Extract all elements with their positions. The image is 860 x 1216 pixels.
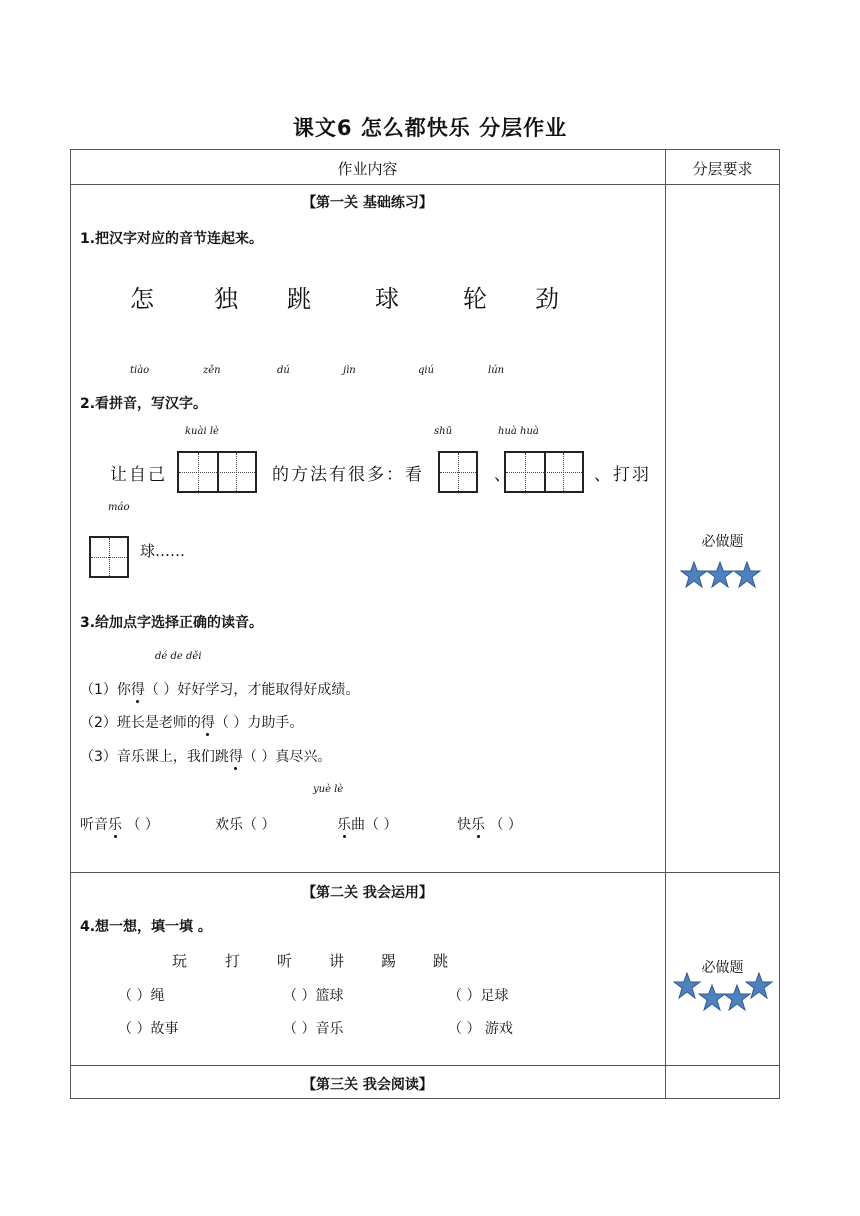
question-4-prompt: 4.想一想，填一填 。: [80, 919, 212, 935]
writing-box[interactable]: [438, 451, 478, 493]
question-1-prompt: 1.把汉字对应的音节连起来。: [80, 231, 264, 247]
char-item: 怎: [130, 285, 154, 313]
q2-text-3: 、: [494, 465, 511, 485]
section-heading-apply: 【第二关 我会运用】: [302, 885, 433, 901]
dotted-char: 得: [200, 715, 215, 731]
pinyin-options: dé de děi: [155, 651, 202, 662]
pinyin-item: qiú: [418, 365, 435, 376]
level-required-label: 必做题: [701, 534, 744, 550]
writing-box-double[interactable]: [177, 451, 257, 493]
q3-sentence-2: （2）班长是老师的得（ ）力助手。: [80, 715, 304, 731]
fill-blank: （ ）音乐: [283, 1021, 344, 1037]
divider: [70, 1065, 780, 1066]
word-option: 打: [225, 952, 241, 970]
divider: [70, 872, 780, 873]
dotted-char: 乐: [471, 817, 485, 833]
pinyin-huahua: huà huà: [498, 426, 539, 437]
q2-text-1: 让自己: [110, 465, 167, 485]
pinyin-item: tiào: [130, 365, 150, 376]
q3-word-3: 乐曲（ ）: [337, 817, 398, 833]
section-heading-basic: 【第一关 基础练习】: [302, 195, 433, 211]
char-item: 独: [214, 285, 238, 313]
question-2-prompt: 2.看拼音，写汉字。: [80, 396, 208, 412]
dotted-char: 得: [130, 682, 145, 698]
fill-blank: （ ）足球: [448, 988, 509, 1004]
dotted-char: 得: [228, 749, 243, 765]
star-icon: [698, 984, 726, 1011]
pinyin-item: dú: [277, 365, 290, 376]
pinyin-item: lún: [488, 365, 505, 376]
level-required-label: 必做题: [701, 960, 744, 976]
word-option: 跳: [433, 952, 449, 970]
fill-blank: （ ）绳: [118, 988, 165, 1004]
divider: [70, 184, 780, 185]
pinyin-item: jìn: [343, 365, 356, 376]
q3-sentence-1: （1）你得（ ）好好学习，才能取得好成绩。: [80, 682, 360, 698]
dotted-char: 乐: [108, 817, 122, 833]
q3-word-1: 听音乐 （ ）: [80, 817, 159, 833]
char-item: 球: [375, 285, 399, 313]
fill-blank: （ ）篮球: [283, 988, 344, 1004]
star-icon: [706, 561, 734, 588]
column-header-content: 作业内容: [337, 160, 398, 178]
pinyin-kuaile: kuài lè: [185, 426, 219, 437]
star-icon: [680, 561, 708, 588]
fill-blank: （ ）故事: [118, 1021, 179, 1037]
char-item: 跳: [287, 285, 311, 313]
page-title: 课文6 怎么都快乐 分层作业: [292, 116, 568, 140]
word-option: 玩: [172, 952, 188, 970]
q2-text-5: 球……: [140, 542, 186, 560]
pinyin-shu: shū: [434, 426, 453, 437]
word-option: 听: [277, 952, 293, 970]
word-option: 讲: [329, 952, 345, 970]
word-option: 踢: [381, 952, 397, 970]
dotted-char: 乐: [337, 817, 351, 833]
star-icon: [673, 972, 701, 999]
writing-box-double[interactable]: [504, 451, 584, 493]
char-item: 轮: [463, 285, 487, 313]
q3-word-4: 快乐 （ ）: [457, 817, 522, 833]
q2-text-2: 的方法有很多：看: [272, 465, 424, 485]
star-icon: [733, 561, 761, 588]
star-icon: [745, 972, 773, 999]
column-header-level: 分层要求: [692, 160, 753, 178]
char-item: 劲: [535, 285, 559, 313]
pinyin-options-2: yuè lè: [313, 784, 344, 795]
q3-word-2: 欢乐（ ）: [215, 817, 276, 833]
question-3-prompt: 3.给加点字选择正确的读音。: [80, 615, 264, 631]
q2-text-4: 、打羽: [594, 465, 651, 485]
writing-box[interactable]: [89, 536, 129, 578]
section-heading-read: 【第三关 我会阅读】: [302, 1077, 433, 1093]
fill-blank: （ ） 游戏: [448, 1021, 513, 1037]
pinyin-mao: máo: [108, 502, 130, 513]
pinyin-item: zěn: [203, 365, 221, 376]
q3-sentence-3: （3）音乐课上，我们跳得（ ）真尽兴。: [80, 749, 332, 765]
